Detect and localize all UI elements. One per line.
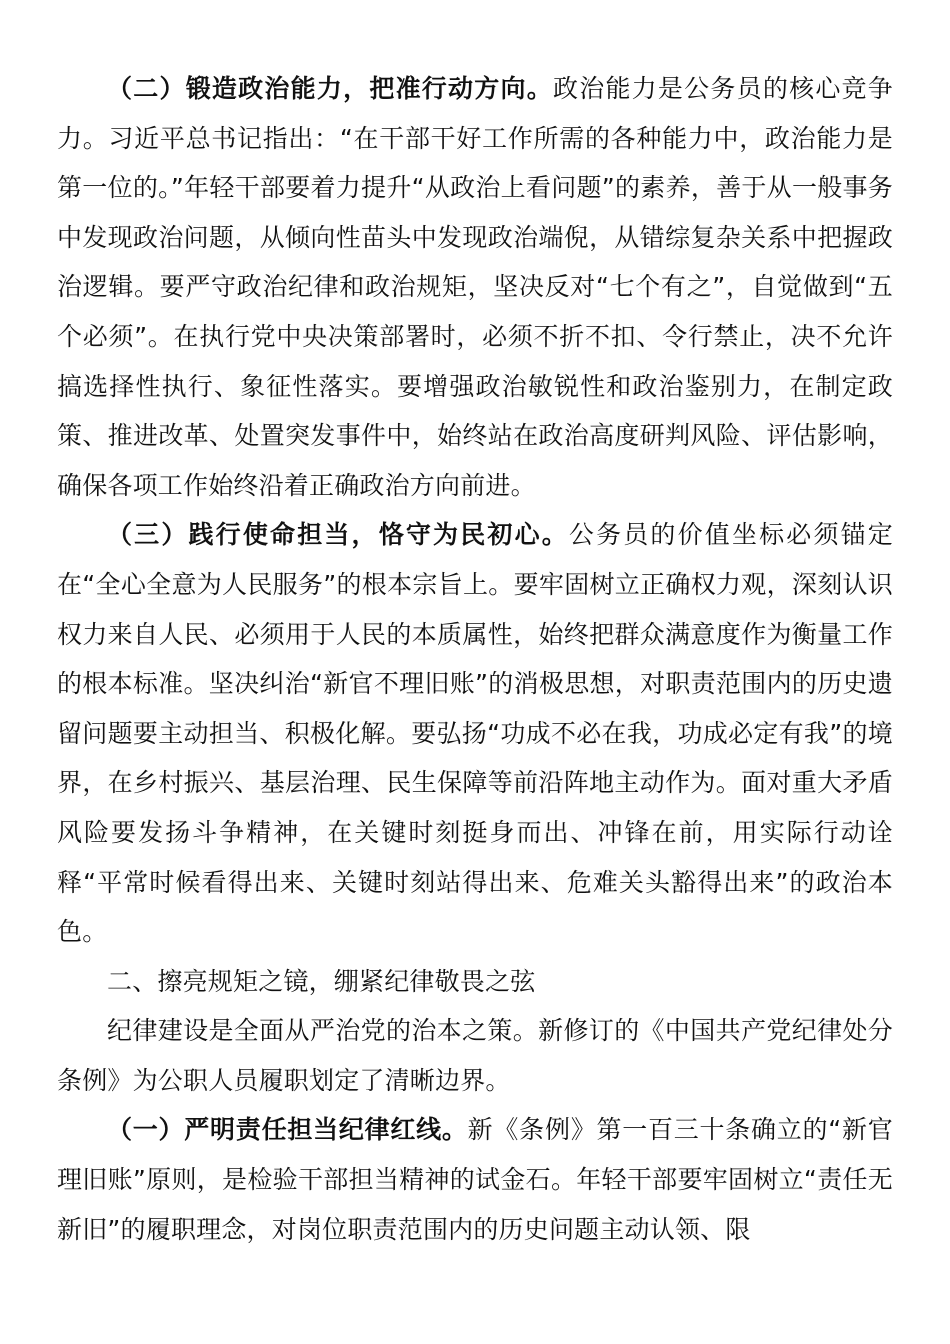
paragraph-mission bbox=[57, 510, 893, 956]
paragraph-discipline-intro bbox=[57, 1006, 893, 1105]
paragraph-text: 纪律建设是全面从严治党的治本之策。新修订的《中国共产党纪律处分条例》为公职人员履职划定了清晰边界。 bbox=[57, 1016, 893, 1095]
paragraph-political-ability bbox=[57, 64, 893, 510]
section-heading: 二、擦亮规矩之镜，绷紧纪律敬畏之弦 bbox=[107, 966, 536, 996]
document-body bbox=[57, 64, 893, 1254]
paragraph-text: 公务员的价值坐标必须锚定在“全心全意为人民服务”的根本宗旨上。要牢固树立正确权力观，深刻认识权力来自人民、必须用于人民的本质属性，始终把群众满意度作为衡量工作的根本标准。坚决纠治“新官不理旧账”的消极思想，对职责范围内的历史遗留问题要主动担当、积极化解。要弘扬“功成不必在我，功成必定有我”的境界，在乡村振兴、基层治理、民生保障等前沿阵地主动作为。面对重大矛盾风险要发扬斗争精神，在关键时刻挺身而出、冲锋在前，用实际行动诠释“平常时候看得出来、关键时刻站得出来、危难关头豁得出来”的政治本色。 bbox=[57, 520, 894, 947]
paragraph-text: 政治能力是公务员的核心竞争力。习近平总书记指出：“在干部干好工作所需的各种能力中，政治能力是第一位的。”年轻干部要着力提升“从政治上看问题”的素养，善于从一般事务中发现政治问题，从倾向性苗头中发现政治端倪，从错综复杂关系中把握政治逻辑。要严守政治纪律和政治规矩，坚决反对“七个有之”，自觉做到“五个必须”。在执行党中央决策部署时，必须不折不扣、令行禁止，决不允许搞选择性执行、象征性落实。要增强政治敏锐性和政治鉴别力，在制定政策、推进改革、处置突发事件中，始终站在政治高度研判风险、评估影响，确保各项工作始终沿着正确政治方向前进。 bbox=[57, 74, 893, 500]
paragraph-responsibility bbox=[57, 1105, 893, 1254]
paragraph-lead-heading: （一）严明责任担当纪律红线。 bbox=[107, 1115, 468, 1145]
paragraph-text: 新《条例》第一百三十条确立的“新官理旧账”原则，是检验干部担当精神的试金石。年轻干部要牢固树立“责任无新旧”的履职理念，对岗位职责范围内的历史问题主动认领、限 bbox=[57, 1115, 893, 1244]
paragraph-lead-heading: （二）锻造政治能力，把准行动方向。 bbox=[107, 74, 553, 103]
paragraph-lead-heading: （三）践行使命担当，恪守为民初心。 bbox=[107, 520, 569, 550]
